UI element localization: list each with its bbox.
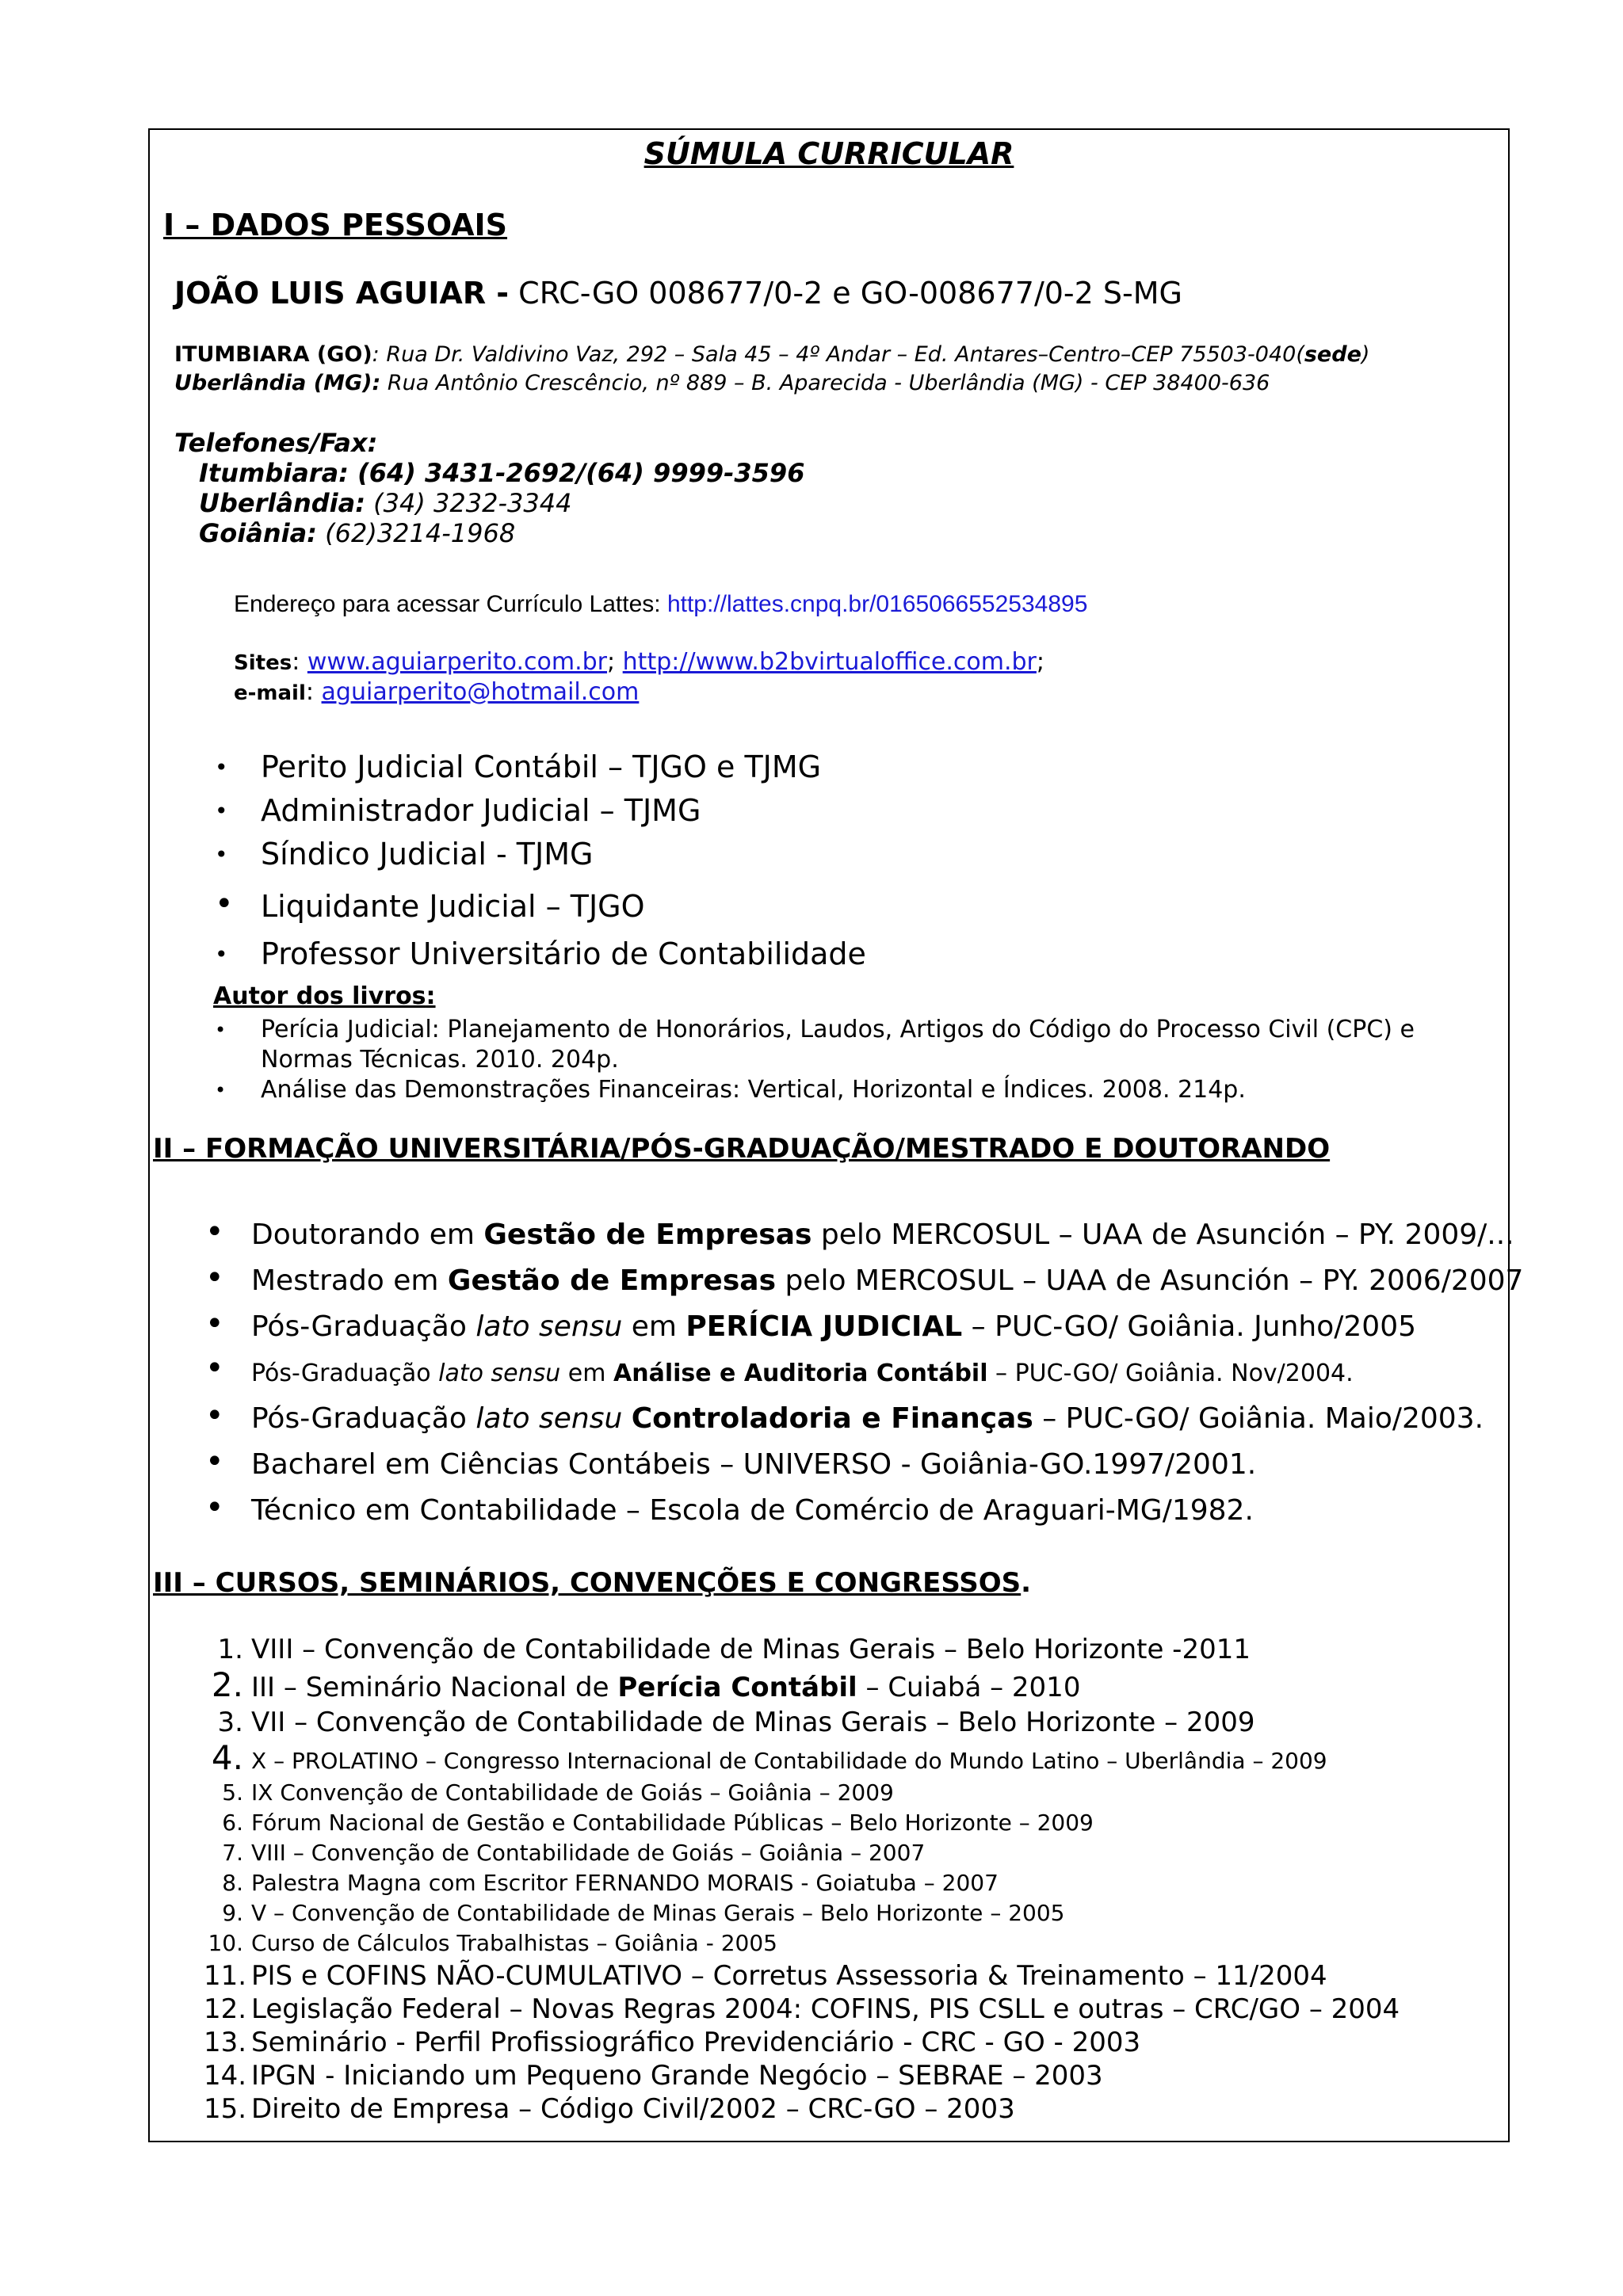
email-link[interactable]: aguiarperito@hotmail.com [321,678,640,706]
course-text: X – PROLATINO – Congresso Internacional de Contabilidade do Mundo Latino – Uberlândia – 2009 [251,1748,1327,1774]
course-text: VII – Convenção de Contabilidade de Minas Gerais – Belo Horizonte – 2009 [251,1707,1255,1738]
education-text: – PUC-GO/ Goiânia. Maio/2003. [1033,1402,1484,1435]
phone-text: Itumbiara: (64) 3431-2692/(64) 9999-3596 [199,458,805,488]
education-italic: lato sensu [475,1310,623,1343]
item-number: 9. [222,1900,243,1926]
education-text: em [622,1310,686,1343]
phones-heading: Telefones/Fax: [174,428,378,458]
course-text: Legislação Federal – Novas Regras 2004: COFINS, PIS CSLL e outras – CRC/GO – 2004 [251,1993,1400,2025]
education-italic: lato sensu [438,1360,561,1387]
education-text: – PUC-GO/ Goiânia. Nov/2004. [987,1360,1354,1387]
books-heading-label: Autor dos livros [213,982,426,1010]
colon: : [426,982,436,1010]
bullet-icon: • [215,941,228,967]
sites-label: Sites [234,651,292,675]
role-text: Administrador Judicial – TJMG [261,793,701,828]
bullet-icon: • [205,1444,224,1480]
colon: : [305,678,322,706]
address-label: ITUMBIARA (GO) [174,342,372,367]
name-line [174,276,1182,311]
lattes-link[interactable]: http://lattes.cnpq.br/0165066552534895 [666,591,1088,617]
separator: ; [1036,648,1044,676]
item-number: 12. [204,1993,247,2025]
education-bold: PERÍCIA JUDICIAL [685,1310,963,1343]
education-text: – PUC-GO/ Goiânia. Junho/2005 [962,1310,1417,1343]
education-bold: Gestão de Empresas [447,1264,776,1297]
item-number: 5. [222,1779,243,1806]
site-link-b2bvirtualoffice[interactable]: http://www.b2bvirtualoffice.com.br [622,648,1037,676]
bullet-icon: • [215,841,228,868]
education-italic: lato sensu [475,1402,623,1435]
bullet-icon: • [215,798,228,824]
email-label: e-mail [234,681,306,705]
phone-goiania [199,518,515,548]
bullet-icon: • [205,1306,224,1342]
book-text: Perícia Judicial: Planejamento de Honorários, Laudos, Artigos do Código do Processo Civil (CPC) e [261,1016,1415,1043]
crc-registration: CRC-GO 008677/0-2 e GO-008677/0-2 S-MG [509,276,1182,311]
course-text: IPGN - Iniciando um Pequeno Grande Negócio – SEBRAE – 2003 [251,2060,1103,2092]
phone-uberlandia [199,488,571,518]
item-number: 10. [208,1930,243,1956]
site-link-aguiarperito[interactable]: www.aguiarperito.com.br [307,648,608,676]
section-heading-personal: I – DADOS PESSOAIS [163,208,508,242]
person-name: JOÃO LUIS AGUIAR - [174,276,510,311]
bullet-icon: • [205,1350,224,1386]
document-frame [148,128,1524,2142]
bullet-icon: • [215,886,234,922]
item-number: 4. [211,1738,243,1777]
address-uberlandia [174,371,1270,395]
item-number: 7. [222,1840,243,1866]
item-number: 14. [204,2060,247,2092]
address-text: : Rua Dr. Valdivino Vaz, 292 – Sala 45 – 4º Andar – Ed. Antares–Centro–CEP 75503-040( [372,342,1304,367]
role-text: Liquidante Judicial – TJGO [261,889,645,924]
bullet-icon: • [205,1489,224,1526]
education-text [622,1402,631,1435]
phone-label: Uberlândia: [199,488,365,518]
colon: : [292,648,307,676]
education-text: pelo MERCOSUL – UAA de Asunción – PY. 2006/2007 [776,1264,1524,1297]
books-heading [213,982,436,1010]
education-text: Bacharel em Ciências Contábeis – UNIVERSO - Goiânia-GO.1997/2001. [251,1448,1257,1481]
course-text: IX Convenção de Contabilidade de Goiás – Goiânia – 2009 [251,1779,894,1806]
course-text: PIS e COFINS NÃO-CUMULATIVO – Corretus Assessoria & Treinamento – 11/2004 [251,1960,1327,1992]
course-text: III – Seminário Nacional de [251,1672,618,1703]
role-text: Síndico Judicial - TJMG [261,837,594,871]
phone-number: (62)3214-1968 [316,518,516,548]
course-text: Palestra Magna com Escritor FERNANDO MORAIS - Goiatuba – 2007 [251,1870,999,1896]
course-text: VIII – Convenção de Contabilidade de Goiás – Goiânia – 2007 [251,1840,926,1866]
section-heading-education [153,1133,1330,1165]
course-text: – Cuiabá – 2010 [857,1672,1081,1703]
address-itumbiara [174,342,1369,367]
lattes-line [234,591,1087,618]
course-text: Fórum Nacional de Gestão e Contabilidade Públicas – Belo Horizonte – 2009 [251,1810,1094,1836]
bullet-icon: • [205,1260,224,1296]
role-text: Professor Universitário de Contabilidade [261,936,866,971]
separator: ; [607,648,616,676]
bullet-icon: • [215,754,228,780]
book-text: Normas Técnicas. 2010. 204p. [261,1046,619,1074]
bullet-icon: • [215,1079,227,1101]
education-text: Pós-Graduação [251,1402,476,1435]
education-bold: Gestão de Empresas [483,1219,812,1251]
document-title: SÚMULA CURRICULAR [643,136,1014,171]
section-heading-text: II – FORMAÇÃO UNIVERSITÁRIA/PÓS-GRADUAÇÃO/MESTRADO E DOUTORANDO [153,1133,1331,1165]
section-heading-dot: . [1021,1567,1032,1599]
book-text: Análise das Demonstrações Financeiras: Vertical, Horizontal e Índices. 2008. 214p. [261,1076,1246,1104]
education-text: Pós-Graduação [251,1360,439,1387]
email-line [234,678,639,706]
course-text: VIII – Convenção de Contabilidade de Minas Gerais – Belo Horizonte -2011 [251,1634,1251,1665]
course-text: Seminário - Perfil Profissiográfico Previdenciário - CRC - GO - 2003 [251,2027,1141,2058]
item-number: 6. [222,1810,243,1836]
course-text: V – Convenção de Contabilidade de Minas Gerais – Belo Horizonte – 2005 [251,1900,1065,1926]
course-text: Curso de Cálculos Trabalhistas – Goiânia - 2005 [251,1930,777,1956]
course-bold: Perícia Contábil [617,1672,857,1703]
bullet-icon: • [205,1214,224,1250]
section-heading-courses [153,1567,1031,1599]
item-number: 1. [217,1634,243,1665]
section-heading-text: III – CURSOS, SEMINÁRIOS, CONVENÇÕES E CONGRESSOS [153,1567,1022,1599]
item-number: 2. [211,1665,243,1704]
course-text: Direito de Empresa – Código Civil/2002 – CRC-GO – 2003 [251,2093,1015,2125]
bullet-icon: • [205,1398,224,1434]
address-sede: sede [1304,342,1361,367]
education-text: Técnico em Contabilidade – Escola de Comércio de Araguari-MG/1982. [251,1494,1254,1527]
address-label: Uberlândia (MG): [174,371,381,395]
item-number: 3. [217,1707,243,1738]
role-text: Perito Judicial Contábil – TJGO e TJMG [261,749,822,784]
education-text: pelo MERCOSUL – UAA de Asunción – PY. 2009/... [812,1219,1514,1251]
education-text: Doutorando em [251,1219,484,1251]
phone-number: (34) 3232-3344 [365,488,572,518]
bullet-icon: • [215,1019,227,1041]
education-bold: Controladoria e Finanças [631,1402,1033,1435]
education-text: Pós-Graduação [251,1310,476,1343]
phone-label: Goiânia: [199,518,317,548]
phone-itumbiara [199,458,804,488]
address-text: Rua Antônio Crescêncio, nº 889 – B. Aparecida - Uberlândia (MG) - CEP 38400-636 [380,371,1270,395]
education-bold: Análise e Auditoria Contábil [613,1360,988,1387]
education-text: em [560,1360,613,1387]
education-text: Mestrado em [251,1264,448,1297]
address-end: ) [1361,342,1370,367]
item-number: 11. [204,1960,247,1992]
item-number: 8. [222,1870,243,1896]
item-number: 13. [204,2027,247,2058]
sites-line [234,648,1044,676]
lattes-label: Endereço para acessar Currículo Lattes: [234,591,667,617]
item-number: 15. [204,2093,247,2125]
